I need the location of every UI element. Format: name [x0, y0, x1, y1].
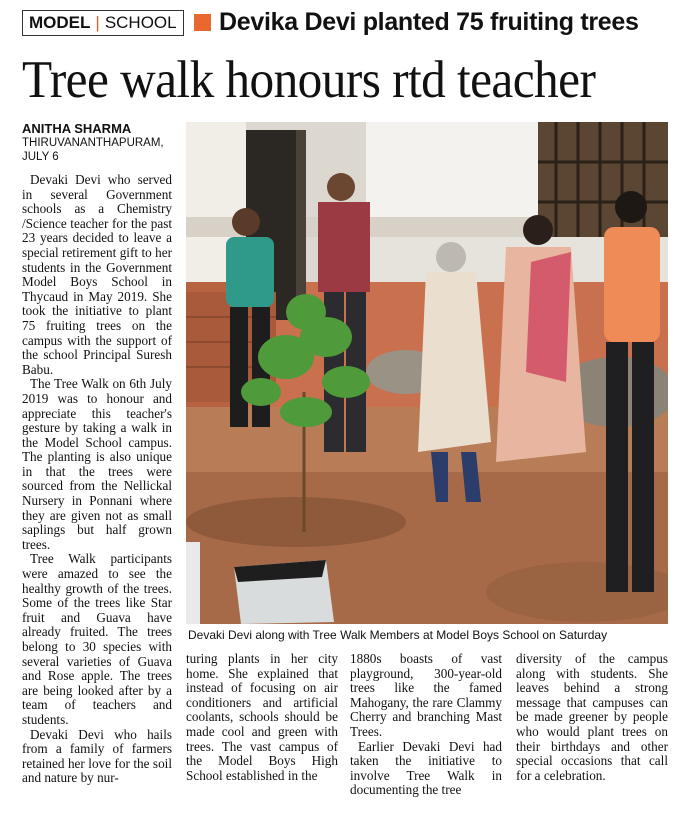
section-label-bold: MODEL	[29, 13, 91, 32]
section-header	[22, 10, 667, 40]
photo-caption: Devaki Devi along with Tree Walk Members at Model Boys School on Saturday	[188, 628, 608, 642]
paragraph: turing plants in her city home. She explained that instead of focusing on air conditioners and artificial coolants, schools should be made cool and green with trees. The vast campus of the Model Boys High School established in the	[186, 651, 338, 783]
paragraph: Devaki Devi who served in several Government schools as a Chemistry /Science teacher for the past 23 years decided to leave a special retirement gift to her students in the Government Model Boys School in Thycaud in May 2019. She took the initiative to plant 75 fruiting trees on the campus with the support of the school Principal Suresh Babu.	[22, 172, 172, 377]
kicker-headline: Devika Devi planted 75 fruiting trees	[219, 8, 639, 36]
byline-date: JULY 6	[22, 151, 59, 163]
article-column-3	[350, 652, 502, 798]
kicker-square-icon	[194, 14, 211, 31]
article-column-1	[22, 173, 172, 786]
paragraph: The Tree Walk on 6th July 2019 was to honour and appreciate this teacher's gesture by taking a walk in the Model School campus. The planting is also unique in that the trees were sourced from the Nellickal Nursery in Ponnani where they are given not as small saplings but half grown trees.	[22, 376, 172, 552]
section-label-regular: SCHOOL	[104, 13, 177, 32]
byline	[22, 122, 182, 164]
main-headline: Tree walk honours rtd teacher	[22, 51, 596, 109]
byline-place: THIRUVANANTHAPURAM,	[22, 137, 164, 149]
section-label	[22, 10, 184, 36]
article-column-4	[516, 652, 668, 783]
section-separator: |	[95, 13, 100, 32]
paragraph: Tree Walk participants were amazed to see the healthy growth of the trees. Some of the trees like Star fruit and Guava have already fruited. The trees belong to 30 species with several varieties of Guava and Rose apple. The trees are being looked after by a team of teachers and students.	[22, 551, 172, 727]
paragraph: Earlier Devaki Devi had taken the initiative to involve Tree Walk in documenting the tree	[350, 738, 502, 798]
paragraph: Devaki Devi who hails from a family of farmers retained her love for the soil and nature by nur-	[22, 726, 172, 786]
paragraph: diversity of the campus along with students. She leaves behind a strong message that campuses can be made greener by people who would plant trees on their birthdays and other special occasions that call for a celebration.	[516, 651, 668, 783]
article-column-2	[186, 652, 338, 783]
news-photo	[186, 122, 668, 624]
byline-author: ANITHA SHARMA	[22, 121, 132, 136]
paragraph: 1880s boasts of vast playground, 300-year-old trees like the famed Mahogany, the rare Clammy Cherry and branching Mast Trees.	[350, 651, 502, 739]
